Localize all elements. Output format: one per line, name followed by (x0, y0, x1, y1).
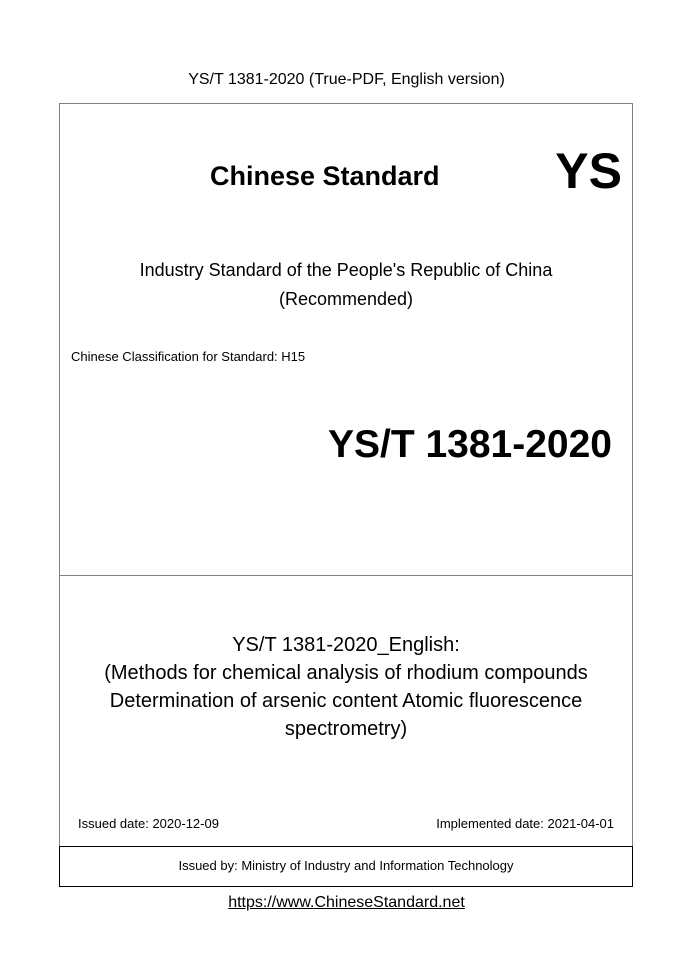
cover-heading: Chinese Standard (210, 161, 440, 191)
cover-frame (59, 103, 633, 886)
document-title-line: YS/T 1381-2020_English: (232, 634, 460, 656)
footer (0, 893, 693, 913)
standard-number: YS/T 1381-2020 (327, 423, 612, 466)
document-title-line: spectrometry) (284, 718, 408, 740)
website-link[interactable]: https://www.ChineseStandard.net (228, 894, 465, 911)
industry-standard-line: Industry Standard of the People's Republic of China (139, 260, 553, 280)
document-header: YS/T 1381-2020 (True-PDF, English version) (188, 71, 505, 88)
classification-label: Chinese Classification for Standard: H15 (71, 349, 306, 364)
issued-date: Issued date: 2020-12-09 (78, 816, 219, 831)
issuer-box: Issued by: Ministry of Industry and Information Technology (59, 846, 633, 887)
document-title-line: Determination of arsenic content Atomic fluorescence (109, 690, 583, 712)
standard-category-mark: YS (555, 143, 622, 199)
cover-lower-section (60, 576, 632, 846)
implemented-date: Implemented date: 2021-04-01 (436, 816, 614, 831)
recommended-label: (Recommended) (278, 289, 414, 309)
document-title-line: (Methods for chemical analysis of rhodium compounds (104, 662, 588, 684)
cover-upper-section (60, 104, 632, 576)
